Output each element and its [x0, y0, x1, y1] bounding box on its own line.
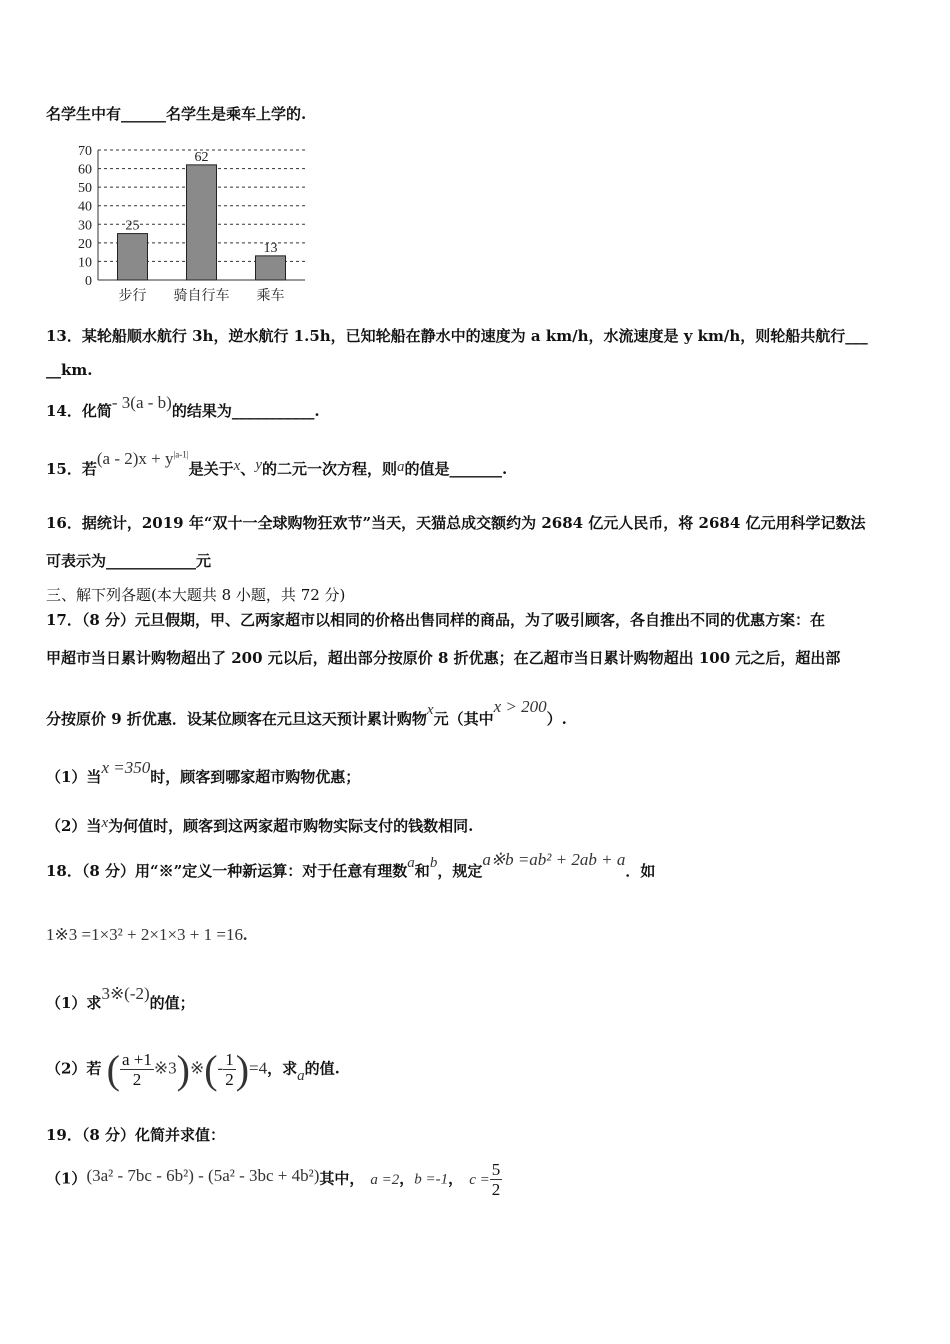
q15-expr [97, 449, 189, 468]
y-tick-label: 50 [78, 181, 92, 197]
y-tick-label: 70 [78, 144, 92, 159]
question-13: 13．某轮船顺水航行 3h，逆水航行 1.5h，已知轮船在静水中的速度为 a km/h，水流速度是 y km/h，则轮船共航行___ [46, 327, 868, 345]
q18-frac1-num: a +1 [122, 1050, 152, 1069]
q17-p1-prefix: （1）当 [46, 768, 102, 786]
q17-p1-suffix: 时，顾客到哪家超市购物优惠； [150, 768, 361, 786]
y-tick-label: 0 [85, 274, 92, 289]
q17-condition: x > 200 [493, 697, 547, 716]
q18-p1-prefix: （1）求 [46, 994, 102, 1012]
q18-frac2 [223, 1050, 236, 1089]
question-17-line2: 甲超市当日累计购物超出了 200 元以后，超出部分按原价 8 折优惠；在乙超市当日累计购物超出 100 元之后，超出部 [46, 649, 841, 667]
q14-expr: - 3(a - b) [111, 393, 172, 412]
question-19-title: 19．（8 分）化简并求值： [46, 1126, 226, 1144]
q17-p1-expr: x =350 [101, 758, 151, 777]
left-paren-2: ( [204, 1047, 218, 1092]
question-14 [46, 393, 320, 421]
question-16-cont: 可表示为____________元 [46, 552, 212, 570]
question-16: 16．据统计，2019 年“双十一全球购物狂欢节”当天，天猫总成交额约为 2684 亿元人民币，将 2684 亿元用科学记数法 [46, 514, 866, 532]
q18-p2-suffix1: ，求 [267, 1059, 298, 1078]
bar-chart [60, 138, 330, 308]
q19-c-frac [490, 1160, 503, 1199]
q15-mid1: 是关于 [188, 460, 234, 478]
q18-line1a: 18．（8 分）用“※”定义一种新运算：对于任意有理数 [46, 862, 408, 880]
q17-p2-suffix: 为何值时，顾客到这两家超市购物实际支付的钱数相同. [108, 817, 474, 835]
q18-p2-suffix2: 的值. [304, 1059, 340, 1078]
category-label: 乘车 [256, 289, 285, 304]
q15-suffix: 的值是_______. [404, 460, 508, 478]
q15-mid2: 的二元一次方程，则 [261, 460, 397, 478]
q19-a-value: a =2 [370, 1171, 400, 1188]
q18-line1c: ．如 [625, 862, 656, 880]
question-13-cont: __km. [46, 361, 93, 379]
q15-a: a [397, 459, 405, 475]
section-3-heading: 三、解下列各题(本大题共 8 小题，共 72 分) [46, 586, 346, 604]
bar-value-label: 62 [194, 149, 209, 165]
bar-0 [118, 234, 148, 280]
bar-value-label: 13 [263, 240, 278, 256]
q19-c-den: 2 [491, 1180, 501, 1199]
q15-y: y [255, 457, 262, 473]
q19-p1-prefix: （1） [46, 1169, 87, 1188]
q17-line3a: 分按原价 9 折优惠．设某位顾客在元旦这天预计累计购物 [46, 710, 427, 728]
question-17-part2 [46, 815, 473, 836]
question-17-part1 [46, 758, 361, 787]
y-tick-label: 60 [78, 162, 92, 178]
right-paren: ) [176, 1047, 190, 1092]
q18-frac1-den: 2 [132, 1070, 142, 1089]
q19-p1-mid: 其中， [319, 1169, 365, 1188]
left-paren: ( [106, 1047, 120, 1092]
question-15 [46, 449, 508, 479]
y-tick-label: 10 [78, 255, 92, 271]
q14-prefix: 14．化简 [46, 402, 112, 420]
q18-rule: a※b =ab² + 2ab + a [482, 850, 626, 869]
q15-exponent: |a-1| [173, 449, 189, 460]
category-label: 骑自行车 [173, 289, 230, 304]
q18-p2-eq: =4 [249, 1058, 268, 1078]
q15-expr-main: (a - 2)x + y [96, 449, 174, 468]
q18-a: a [407, 855, 415, 871]
q17-x: x [426, 702, 434, 718]
q17-line3c: ）. [546, 710, 567, 728]
q15-prefix: 15．若 [46, 460, 97, 478]
category-label: 步行 [118, 289, 147, 304]
question-17-line1: 17．（8 分）元旦假期，甲、乙两家超市以相同的价格出售同样的商品，为了吸引顾客，各自推出不同的优惠方案：在 [46, 611, 826, 629]
bar-value-label: 25 [125, 218, 140, 234]
q14-suffix: 的结果为___________. [171, 402, 320, 420]
y-tick-label: 40 [78, 199, 92, 215]
q18-frac1 [120, 1050, 154, 1089]
q18-b: b [429, 855, 438, 871]
q17-p2-prefix: （2）当 [46, 817, 102, 835]
y-tick-label: 20 [78, 236, 92, 252]
q19-c-prefix: c = [469, 1171, 490, 1188]
question-18-part1 [46, 984, 195, 1013]
q19-expr: (3a² - 7bc - 6b²) - (5a² - 3bc + 4b²) [86, 1165, 320, 1185]
q18-p2-mid: ※3 [153, 1058, 177, 1078]
q18-p2-neg: - [217, 1058, 224, 1078]
q18-p2-op: ※ [189, 1058, 205, 1078]
q18-frac2-num: 1 [225, 1050, 234, 1069]
q18-p1-suffix: 的值； [149, 994, 195, 1012]
q18-p1-expr: 3※(-2) [101, 984, 150, 1003]
q17-line3b: 元（其中 [433, 710, 494, 728]
q18-example-text: 1※3 =1×3² + 2×1×3 + 1 =16 [46, 925, 243, 944]
q17-p2-x: x [101, 815, 109, 831]
q15-sep: 、 [240, 460, 256, 478]
question-18-part2 [46, 1046, 340, 1093]
q12-tail: 名学生中有______名学生是乘车上学的. [46, 105, 307, 123]
q18-p2-a: a [297, 1067, 305, 1084]
right-paren-2: ) [235, 1047, 250, 1092]
q18-and: 和 [414, 862, 430, 880]
y-tick-label: 30 [78, 218, 92, 234]
q19-b-value: b =-1 [414, 1171, 449, 1188]
question-18-line1 [46, 850, 656, 881]
q18-line1b: ，规定 [437, 862, 483, 880]
q15-x: x [233, 458, 241, 474]
bar-1 [187, 165, 217, 280]
q18-frac2-den: 2 [225, 1070, 234, 1089]
q18-p2-prefix: （2）若 [46, 1059, 102, 1078]
q19-c-num: 5 [491, 1160, 501, 1179]
question-17-line3 [46, 697, 567, 729]
bar-2 [256, 256, 286, 280]
question-19-part1: （1）(3a² - 7bc - 6b²) - (5a² - 3bc + 4b²)其中， a =2，b =-1， c = $\frac{5}{2}$ [46, 1160, 501, 1199]
q18-example: 1※3 =1×3² + 2×1×3 + 1 =16. [46, 925, 248, 944]
